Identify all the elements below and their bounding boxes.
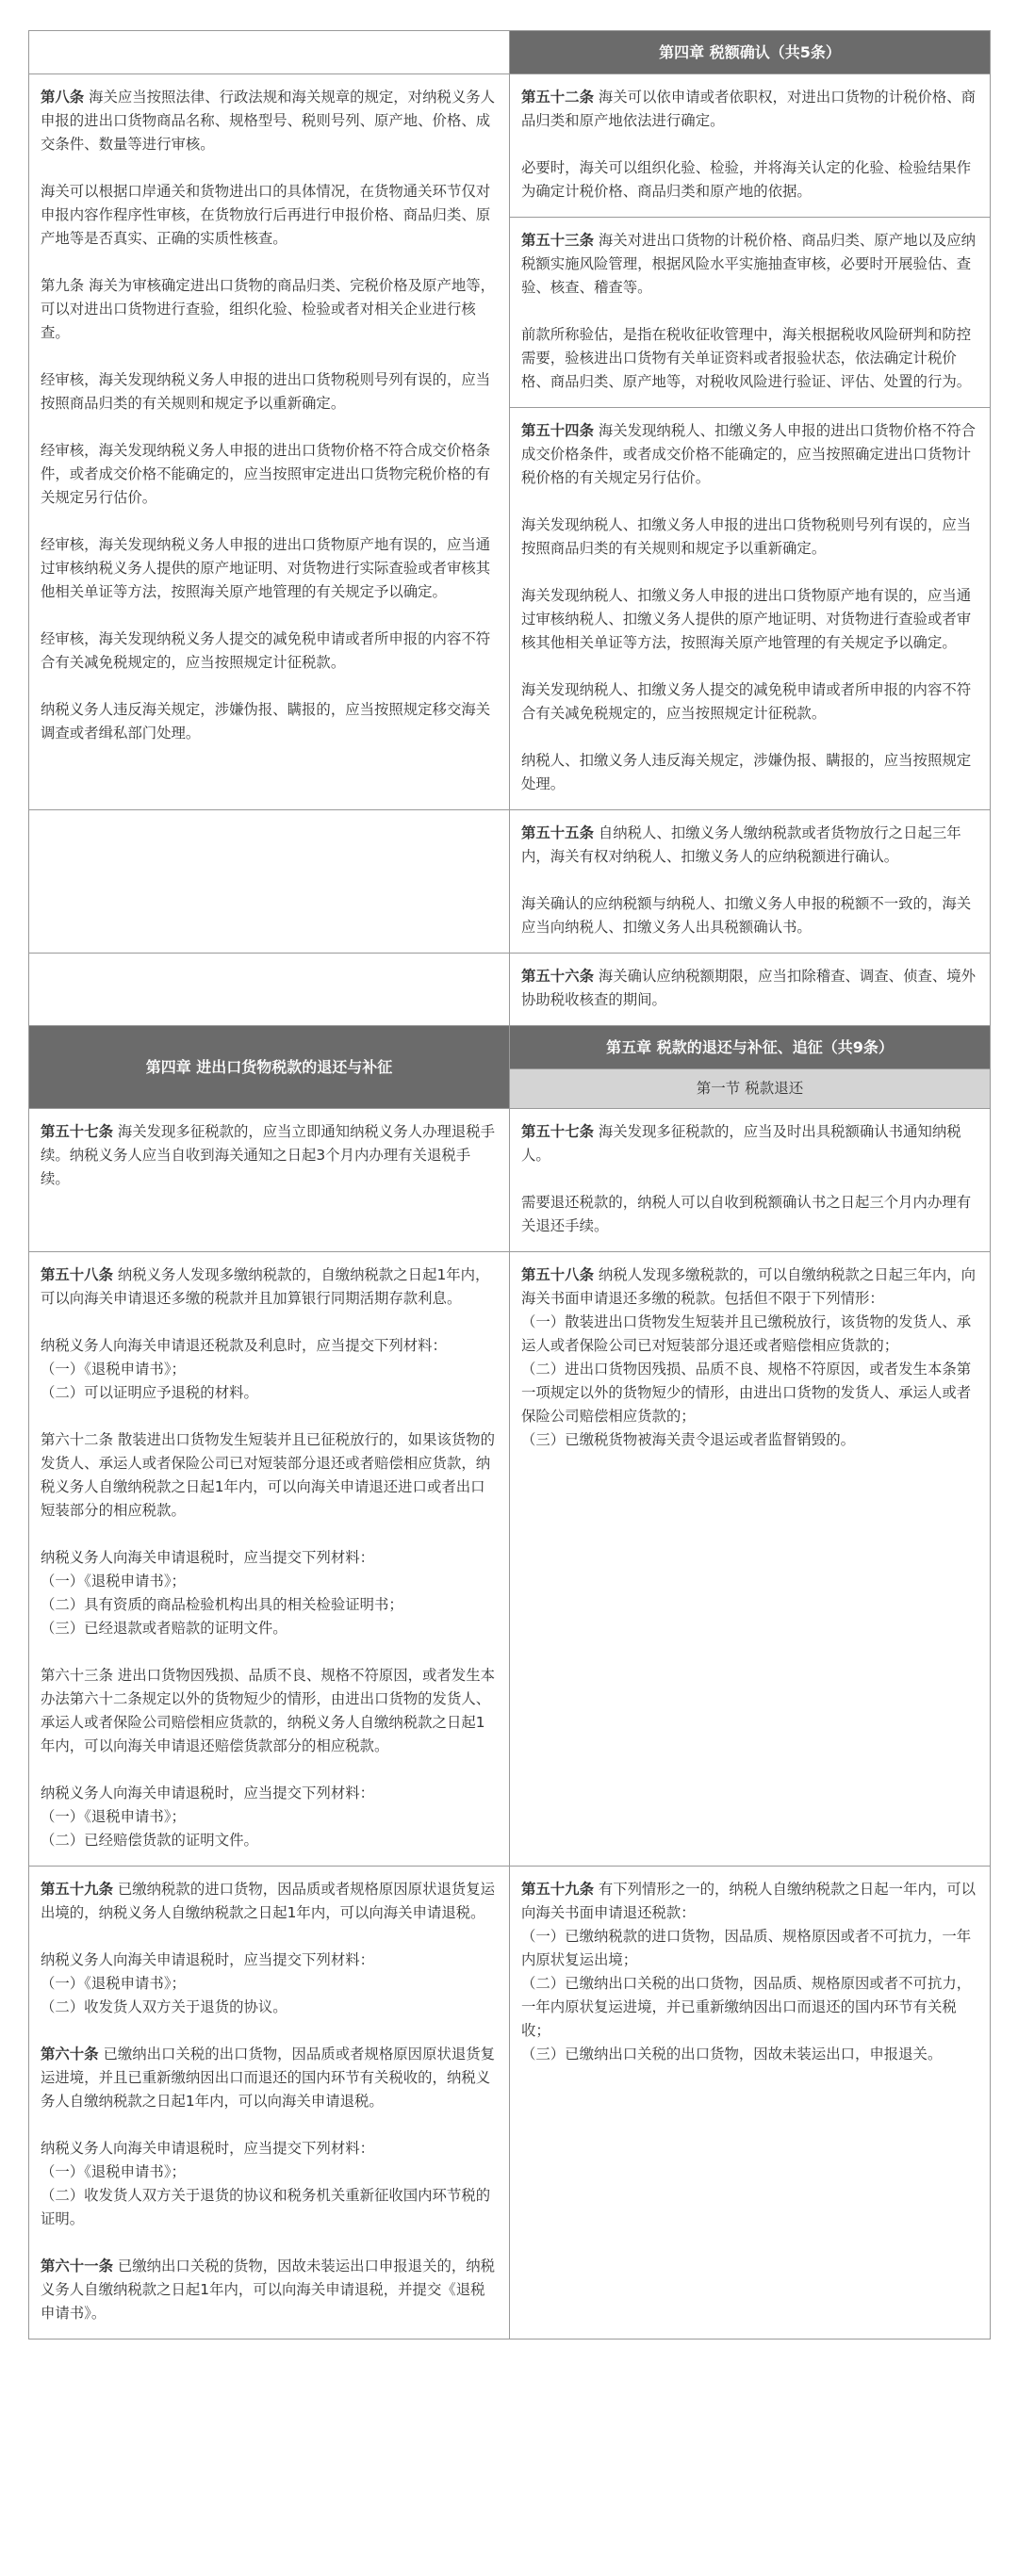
article-paragraph bbox=[521, 965, 978, 1012]
article-text: 海关对进出口货物的计税价格、商品归类、原产地以及应纳税额实施风险管理，根据风险水平实施抽查审核，必要时开展验估、查验、核查、稽查等。 bbox=[521, 232, 977, 296]
article-text: 经审核，海关发现纳税义务人申报的进出口货物价格不符合成交价格条件，或者成交价格不能确定的，应当按照审定进出口货物完税价格的有关规定另行估价。 bbox=[41, 442, 491, 506]
old-article-57 bbox=[29, 1109, 510, 1252]
article-text: 纳税义务人向海关申请退税时，应当提交下列材料： （一）《退税申请书》； （二）已经赔偿货款的证明文件。 bbox=[41, 1785, 374, 1849]
article-text: 第六十二条 散装进出口货物发生短装并且已征税放行的，如果该货物的发货人、承运人或者保险公司已对短装部分退还或者赔偿相应货款，纳税义务人自缴纳税款之日起1年内，可以向海关申请退还进口或者出口短装部分的相应税款。 bbox=[41, 1431, 496, 1519]
article-text: 海关可以依申请或者依职权，对进出口货物的计税价格、商品归类和原产地依法进行确定。 bbox=[521, 89, 977, 129]
empty-cell bbox=[29, 954, 510, 1026]
article-text: 纳税义务人向海关申请退税时，应当提交下列材料： （一）《退税申请书》； （二）收发货人双方关于退货的协议和税务机关重新征收国内环节税的证明。 bbox=[41, 2140, 491, 2227]
article-paragraph bbox=[521, 1120, 978, 1167]
article-paragraph bbox=[41, 1782, 498, 1852]
article-text: 经审核，海关发现纳税义务人申报的进出口货物税则号列有误的，应当按照商品归类的有关规则和规定予以重新确定。 bbox=[41, 371, 491, 412]
article-number: 第五十七条 bbox=[521, 1123, 594, 1140]
article-paragraph bbox=[521, 678, 978, 726]
article-paragraph bbox=[41, 1264, 498, 1311]
empty-cell bbox=[29, 31, 510, 74]
article-paragraph bbox=[521, 419, 978, 490]
comparison-table bbox=[28, 30, 991, 2340]
article-paragraph bbox=[41, 698, 498, 745]
article-text: 海关发现纳税人、扣缴义务人申报的进出口货物税则号列有误的，应当按照商品归类的有关规则和规定予以重新确定。 bbox=[521, 516, 972, 557]
new-article-54 bbox=[510, 408, 991, 810]
article-paragraph bbox=[521, 892, 978, 939]
article-number: 第五十四条 bbox=[521, 422, 594, 439]
article-text: 纳税义务人发现多缴纳税款的，自缴纳税款之日起1年内，可以向海关申请退还多缴的税款并且加算银行同期活期存款利息。 bbox=[41, 1266, 490, 1307]
article-text: 第六十三条 进出口货物因残损、品质不良、规格不符原因，或者发生本办法第六十二条规定以外的货物短少的情形，由进出口货物的发货人、承运人或者保险公司赔偿相应货款的，纳税义务人自缴纳税款之日起1年内，可以向海关申请退还赔偿货款部分的相应税款。 bbox=[41, 1667, 496, 1754]
empty-cell bbox=[29, 810, 510, 954]
article-number: 第五十八条 bbox=[521, 1266, 594, 1283]
old-article-59-60-61 bbox=[29, 1867, 510, 2340]
new-article-55 bbox=[510, 810, 991, 954]
old-article-58-62-63 bbox=[29, 1252, 510, 1867]
article-text: 前款所称验估，是指在税收征收管理中，海关根据税收风险研判和防控需要，验核进出口货物有关单证资料或者报验状态，依法确定计税价格、商品归类、原产地等，对税收风险进行验证、评估、处置的行为。 bbox=[521, 326, 972, 390]
chapter-header-old-refund: 第四章 进出口货物税款的退还与补征 bbox=[29, 1026, 510, 1109]
article-number: 第五十七条 bbox=[41, 1123, 113, 1140]
article-text: 海关应当按照法律、行政法规和海关规章的规定，对纳税义务人申报的进出口货物商品名称、规格型号、税则号列、原产地、价格、成交条件、数量等进行审核。 bbox=[41, 89, 496, 153]
article-paragraph bbox=[521, 514, 978, 561]
old-articles-8-9 bbox=[29, 74, 510, 810]
article-paragraph bbox=[521, 1264, 978, 1452]
chapter-header-new-refund: 第五章 税款的退还与补征、追征（共9条） bbox=[510, 1026, 991, 1069]
article-text: 海关发现多征税款的，应当及时出具税额确认书通知纳税人。 bbox=[521, 1123, 961, 1164]
article-text: 经审核，海关发现纳税义务人申报的进出口货物原产地有误的，应当通过审核纳税义务人提供的原产地证明、对货物进行实际查验或者审核其他相关单证等方法，按照海关原产地管理的有关规定予以确定。 bbox=[41, 536, 491, 600]
row-tax-confirmation-a bbox=[29, 74, 991, 218]
new-article-59 bbox=[510, 1867, 991, 2340]
article-paragraph bbox=[521, 323, 978, 394]
article-paragraph bbox=[521, 822, 978, 869]
article-paragraph bbox=[41, 533, 498, 604]
article-text: 必要时，海关可以组织化验、检验，并将海关认定的化验、检验结果作为确定计税价格、商品归类和原产地的依据。 bbox=[521, 159, 972, 200]
article-number: 第八条 bbox=[41, 89, 85, 106]
article-text: 有下列情形之一的，纳税人自缴纳税款之日起一年内，可以向海关书面申请退还税款： （一）已缴纳税款的进口货物，因品质、规格原因或者不可抗力，一年内原状复运出境； （二）已缴纳出口关税的出口货物，因品质、规格原因或者不可抗力，一年内原状复运进境，并已重新缴纳因出口而退还的国内环节有关税收； （三）已缴纳出口关税的出口货物，因故未装运出口，申报退关。 bbox=[521, 1881, 977, 2062]
article-paragraph bbox=[41, 86, 498, 156]
article-text: 海关发现多征税款的，应当立即通知纳税义务人办理退税手续。纳税义务人应当自收到海关通知之日起3个月内办理有关退税手续。 bbox=[41, 1123, 496, 1187]
article-paragraph bbox=[521, 584, 978, 655]
article-paragraph bbox=[521, 86, 978, 133]
article-text: 海关确认应纳税额期限，应当扣除稽查、调查、侦查、境外协助税收核查的期间。 bbox=[521, 968, 977, 1008]
article-paragraph bbox=[521, 1878, 978, 2066]
article-text: 纳税义务人违反海关规定，涉嫌伪报、瞒报的，应当按照规定移交海关调查或者缉私部门处理。 bbox=[41, 701, 491, 742]
new-article-52 bbox=[510, 74, 991, 218]
article-paragraph bbox=[41, 180, 498, 251]
article-paragraph bbox=[41, 368, 498, 416]
row-chapter-refund-header bbox=[29, 1026, 991, 1069]
new-article-53 bbox=[510, 218, 991, 408]
article-number: 第五十五条 bbox=[521, 824, 594, 841]
article-paragraph bbox=[41, 2043, 498, 2113]
row-article-59 bbox=[29, 1867, 991, 2340]
article-number: 第六十一条 bbox=[41, 2258, 113, 2274]
new-article-57 bbox=[510, 1109, 991, 1252]
article-number: 第五十二条 bbox=[521, 89, 594, 106]
article-paragraph bbox=[41, 1878, 498, 1925]
article-paragraph bbox=[41, 274, 498, 345]
article-text: 自纳税人、扣缴义务人缴纳税款或者货物放行之日起三年内，海关有权对纳税人、扣缴义务人的应纳税额进行确认。 bbox=[521, 824, 961, 865]
row-article-57 bbox=[29, 1109, 991, 1252]
new-article-58 bbox=[510, 1252, 991, 1867]
row-article-56 bbox=[29, 954, 991, 1026]
article-paragraph bbox=[41, 439, 498, 510]
article-text: 已缴纳出口关税的出口货物，因品质或者规格原因原状退货复运进境，并且已重新缴纳因出口而退还的国内环节有关税收的，纳税义务人自缴纳税款之日起1年内，可以向海关申请退税。 bbox=[41, 2046, 496, 2110]
article-paragraph bbox=[521, 1191, 978, 1238]
article-number: 第五十九条 bbox=[521, 1881, 594, 1898]
article-text: 经审核，海关发现纳税义务人提交的减免税申请或者所申报的内容不符合有关减免税规定的，应当按照规定计征税款。 bbox=[41, 630, 491, 671]
new-article-56 bbox=[510, 954, 991, 1026]
article-text: 海关发现纳税人、扣缴义务人申报的进出口货物原产地有误的，应当通过审核纳税人、扣缴义务人提供的原产地证明、对货物进行查验或者审核其他相关单证等方法，按照海关原产地管理的有关规定予以确定。 bbox=[521, 587, 972, 651]
article-text: 海关发现纳税人、扣缴义务人提交的减免税申请或者所申报的内容不符合有关减免税规定的，应当按照规定计征税款。 bbox=[521, 681, 972, 722]
article-paragraph bbox=[41, 628, 498, 675]
article-text: 已缴纳税款的进口货物，因品质或者规格原因原状退货复运出境的，纳税义务人自缴纳税款之日起1年内，可以向海关申请退税。 bbox=[41, 1881, 496, 1921]
row-chapter4-header bbox=[29, 31, 991, 74]
article-number: 第五十八条 bbox=[41, 1266, 113, 1283]
row-article-58 bbox=[29, 1252, 991, 1867]
article-number: 第六十条 bbox=[41, 2046, 99, 2062]
article-text: 海关确认的应纳税额与纳税人、扣缴义务人申报的税额不一致的，海关应当向纳税人、扣缴义务人出具税额确认书。 bbox=[521, 895, 972, 936]
article-text: 海关可以根据口岸通关和货物进出口的具体情况，在货物通关环节仅对申报内容作程序性审核，在货物放行后再进行申报价格、商品归类、原产地等是否真实、正确的实质性核查。 bbox=[41, 183, 491, 247]
article-paragraph bbox=[41, 1334, 498, 1405]
article-paragraph bbox=[41, 1428, 498, 1523]
article-text: 海关发现纳税人、扣缴义务人申报的进出口货物价格不符合成交价格条件，或者成交价格不能确定的，应当按照确定进出口货物计税价格的有关规定另行估价。 bbox=[521, 422, 977, 486]
article-text: 纳税义务人向海关申请退税时，应当提交下列材料： （一）《退税申请书》； （二）收发货人双方关于退货的协议。 bbox=[41, 1951, 374, 2015]
article-paragraph bbox=[41, 2137, 498, 2231]
article-text: 第九条 海关为审核确定进出口货物的商品归类、完税价格及原产地等，可以对进出口货物进行查验，组织化验、检验或者对相关企业进行核查。 bbox=[41, 277, 496, 341]
article-text: 已缴纳出口关税的货物，因故未装运出口申报退关的，纳税义务人自缴纳税款之日起1年内，可以向海关申请退税，并提交《退税申请书》。 bbox=[41, 2258, 496, 2322]
article-paragraph bbox=[41, 2255, 498, 2325]
article-text: 纳税人、扣缴义务人违反海关规定，涉嫌伪报、瞒报的，应当按照规定处理。 bbox=[521, 752, 972, 792]
article-number: 第五十九条 bbox=[41, 1881, 113, 1898]
article-paragraph bbox=[521, 749, 978, 796]
chapter-header-tax-confirmation: 第四章 税额确认（共5条） bbox=[510, 31, 991, 74]
article-number: 第五十三条 bbox=[521, 232, 594, 249]
article-text: 需要退还税款的，纳税人可以自收到税额确认书之日起三个月内办理有关退还手续。 bbox=[521, 1194, 972, 1234]
article-number: 第五十六条 bbox=[521, 968, 594, 985]
article-paragraph bbox=[41, 1546, 498, 1640]
article-paragraph bbox=[41, 1948, 498, 2019]
section-header-tax-refund: 第一节 税款退还 bbox=[510, 1069, 991, 1109]
article-paragraph bbox=[521, 156, 978, 204]
article-text: 纳税人发现多缴税款的，可以自缴纳税款之日起三年内，向海关书面申请退还多缴的税款。包括但不限于下列情形： （一）散装进出口货物发生短装并且已缴税放行，该货物的发货人、承运人或者保险公司已对短装部分退还或者赔偿相应货款的； （二）进出口货物因残损、品质不良、规格不符原因，或者发生本条第一项规定以外的货物短少的情形，由进出口货物的发货人、承运人或者保险公司赔偿相应货款的； （三）已缴税货物被海关责令退运或者监督销毁的。 bbox=[521, 1266, 977, 1448]
article-paragraph bbox=[41, 1120, 498, 1191]
article-paragraph bbox=[41, 1664, 498, 1758]
article-text: 纳税义务人向海关申请退税时，应当提交下列材料： （一）《退税申请书》； （二）具有资质的商品检验机构出具的相关检验证明书； （三）已经退款或者赔款的证明文件。 bbox=[41, 1549, 403, 1637]
article-text: 纳税义务人向海关申请退还税款及利息时，应当提交下列材料： （一）《退税申请书》； （二）可以证明应予退税的材料。 bbox=[41, 1337, 447, 1401]
row-article-55 bbox=[29, 810, 991, 954]
article-paragraph bbox=[521, 229, 978, 300]
